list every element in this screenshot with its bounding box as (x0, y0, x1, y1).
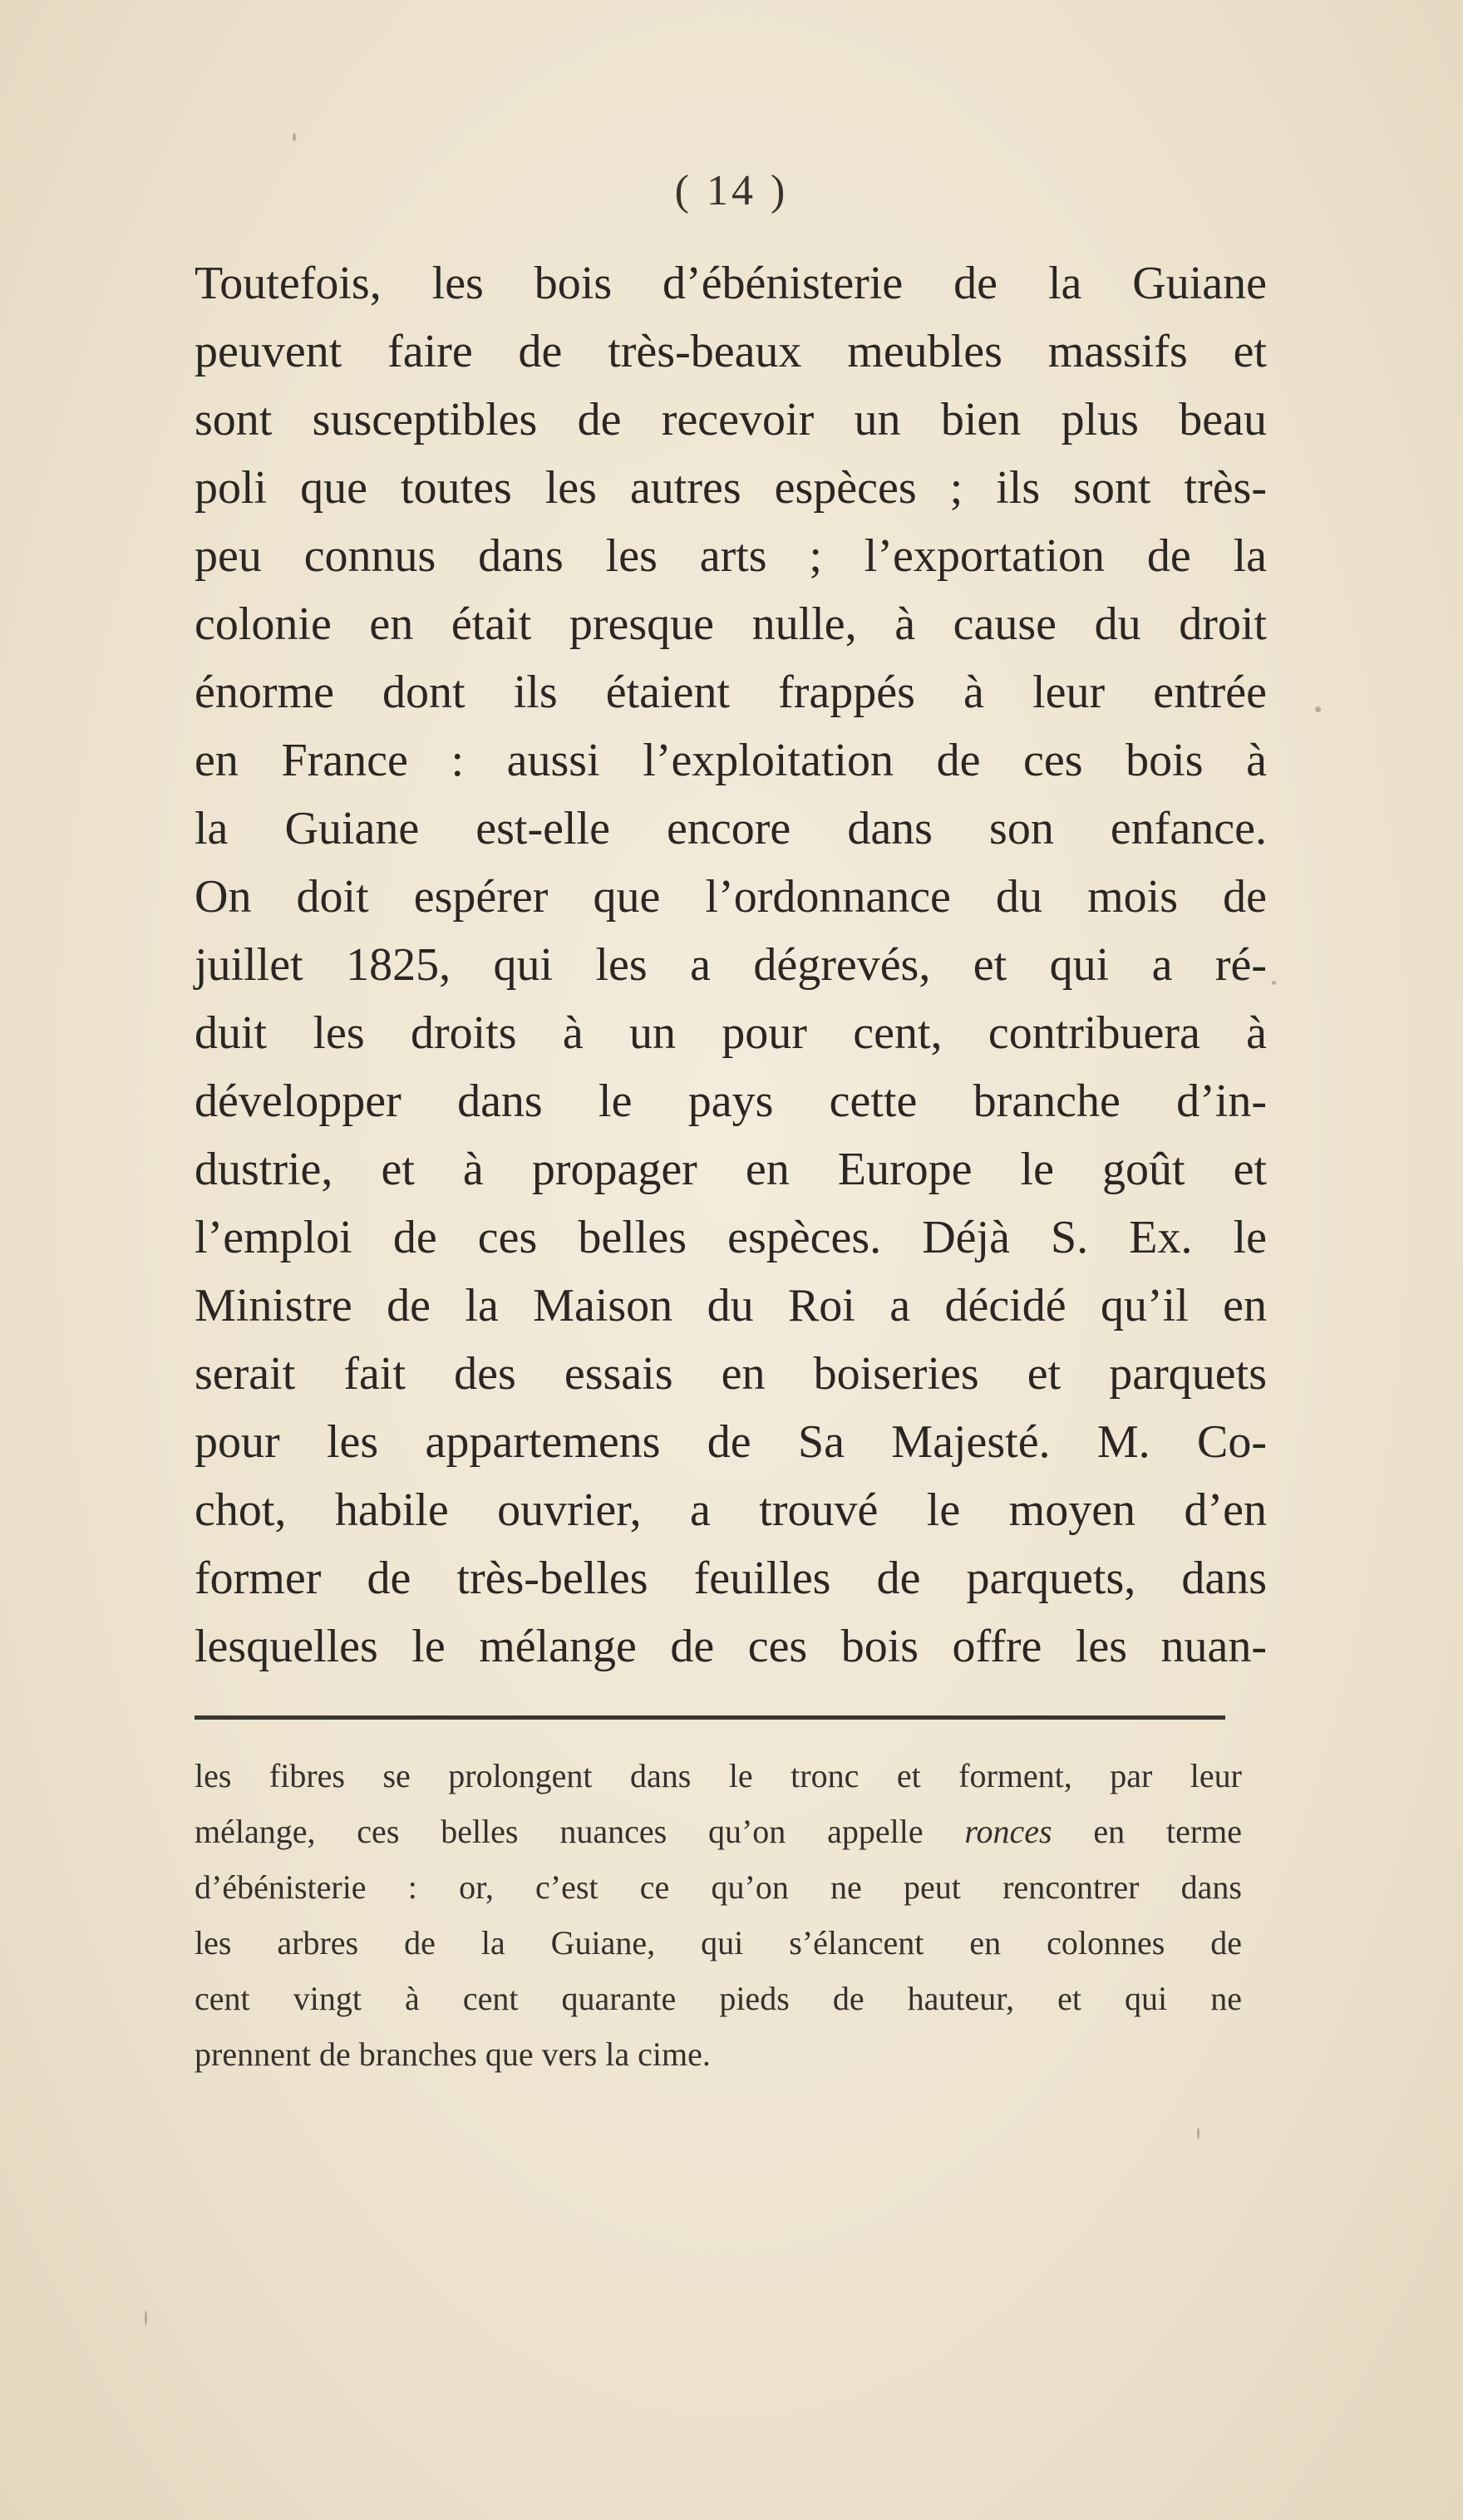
paper-speck (1315, 706, 1321, 712)
footnote-line: les arbres de la Guiane, qui s’élancent en colonnes de (195, 1924, 1242, 1961)
text-line: pour les appartemens de Sa Majesté. M. Co- (195, 1416, 1267, 1468)
text-line: Ministre de la Maison du Roi a décidé qu’il en (195, 1280, 1267, 1331)
text-line: la Guiane est-elle encore dans son enfance. (195, 803, 1267, 854)
main-text-block (195, 249, 1267, 1681)
footnote-line: cent vingt à cent quarante pieds de hauteur, et qui ne (195, 1980, 1242, 2017)
text-line: peuvent faire de très-beaux meubles massifs et (195, 326, 1267, 377)
footnote-text: mélange, ces belles nuances qu’on appelle (195, 1813, 965, 1850)
text-line: On doit espérer que l’ordonnance du mois de (195, 871, 1267, 923)
text-line: développer dans le pays cette branche d’in- (195, 1075, 1267, 1127)
page-number: ( 14 ) (674, 167, 789, 214)
text-line: peu connus dans les arts ; l’exportation de la (195, 530, 1267, 582)
footnote-block (195, 1748, 1242, 2082)
text-line: l’emploi de ces belles espèces. Déjà S. Ex. le (195, 1212, 1267, 1263)
footnote-line: d’ébénisterie : or, c’est ce qu’on ne peut rencontrer dans (195, 1868, 1242, 1906)
text-line: dustrie, et à propager en Europe le goût et (195, 1144, 1267, 1195)
footnote-line: les fibres se prolongent dans le tronc et forment, par leur (195, 1757, 1242, 1794)
footnote-text: en terme (1052, 1813, 1243, 1850)
paper-speck (1272, 981, 1276, 985)
footnote-line (195, 1804, 1242, 1859)
text-line: chot, habile ouvrier, a trouvé le moyen d’en (195, 1484, 1267, 1536)
paper-speck (1197, 2128, 1199, 2139)
text-line: former de très-belles feuilles de parquets, dans (195, 1553, 1267, 1604)
paper-speck (293, 133, 296, 141)
text-line: Toutefois, les bois d’ébénisterie de la Guiane (195, 258, 1267, 309)
footnote-italic-term: ronces (964, 1813, 1052, 1850)
text-line: en France : aussi l’exploitation de ces bois à (195, 735, 1267, 786)
text-line: énorme dont ils étaient frappés à leur entrée (195, 667, 1267, 718)
footnote-line: prennent de branches que vers la cime. (195, 2035, 711, 2073)
text-line: lesquelles le mélange de ces bois offre les nuan- (195, 1621, 1267, 1672)
text-line: sont susceptibles de recevoir un bien plus beau (195, 394, 1267, 445)
text-line: colonie en était presque nulle, à cause du droit (195, 598, 1267, 650)
footnote-separator-rule (195, 1715, 1225, 1720)
text-line: duit les droits à un pour cent, contribuera à (195, 1007, 1267, 1059)
text-line: juillet 1825, qui les a dégrevés, et qui a ré- (195, 939, 1267, 991)
paper-speck (145, 2311, 147, 2326)
text-line: serait fait des essais en boiseries et parquets (195, 1348, 1267, 1400)
text-line: poli que toutes les autres espèces ; ils sont très- (195, 462, 1267, 514)
